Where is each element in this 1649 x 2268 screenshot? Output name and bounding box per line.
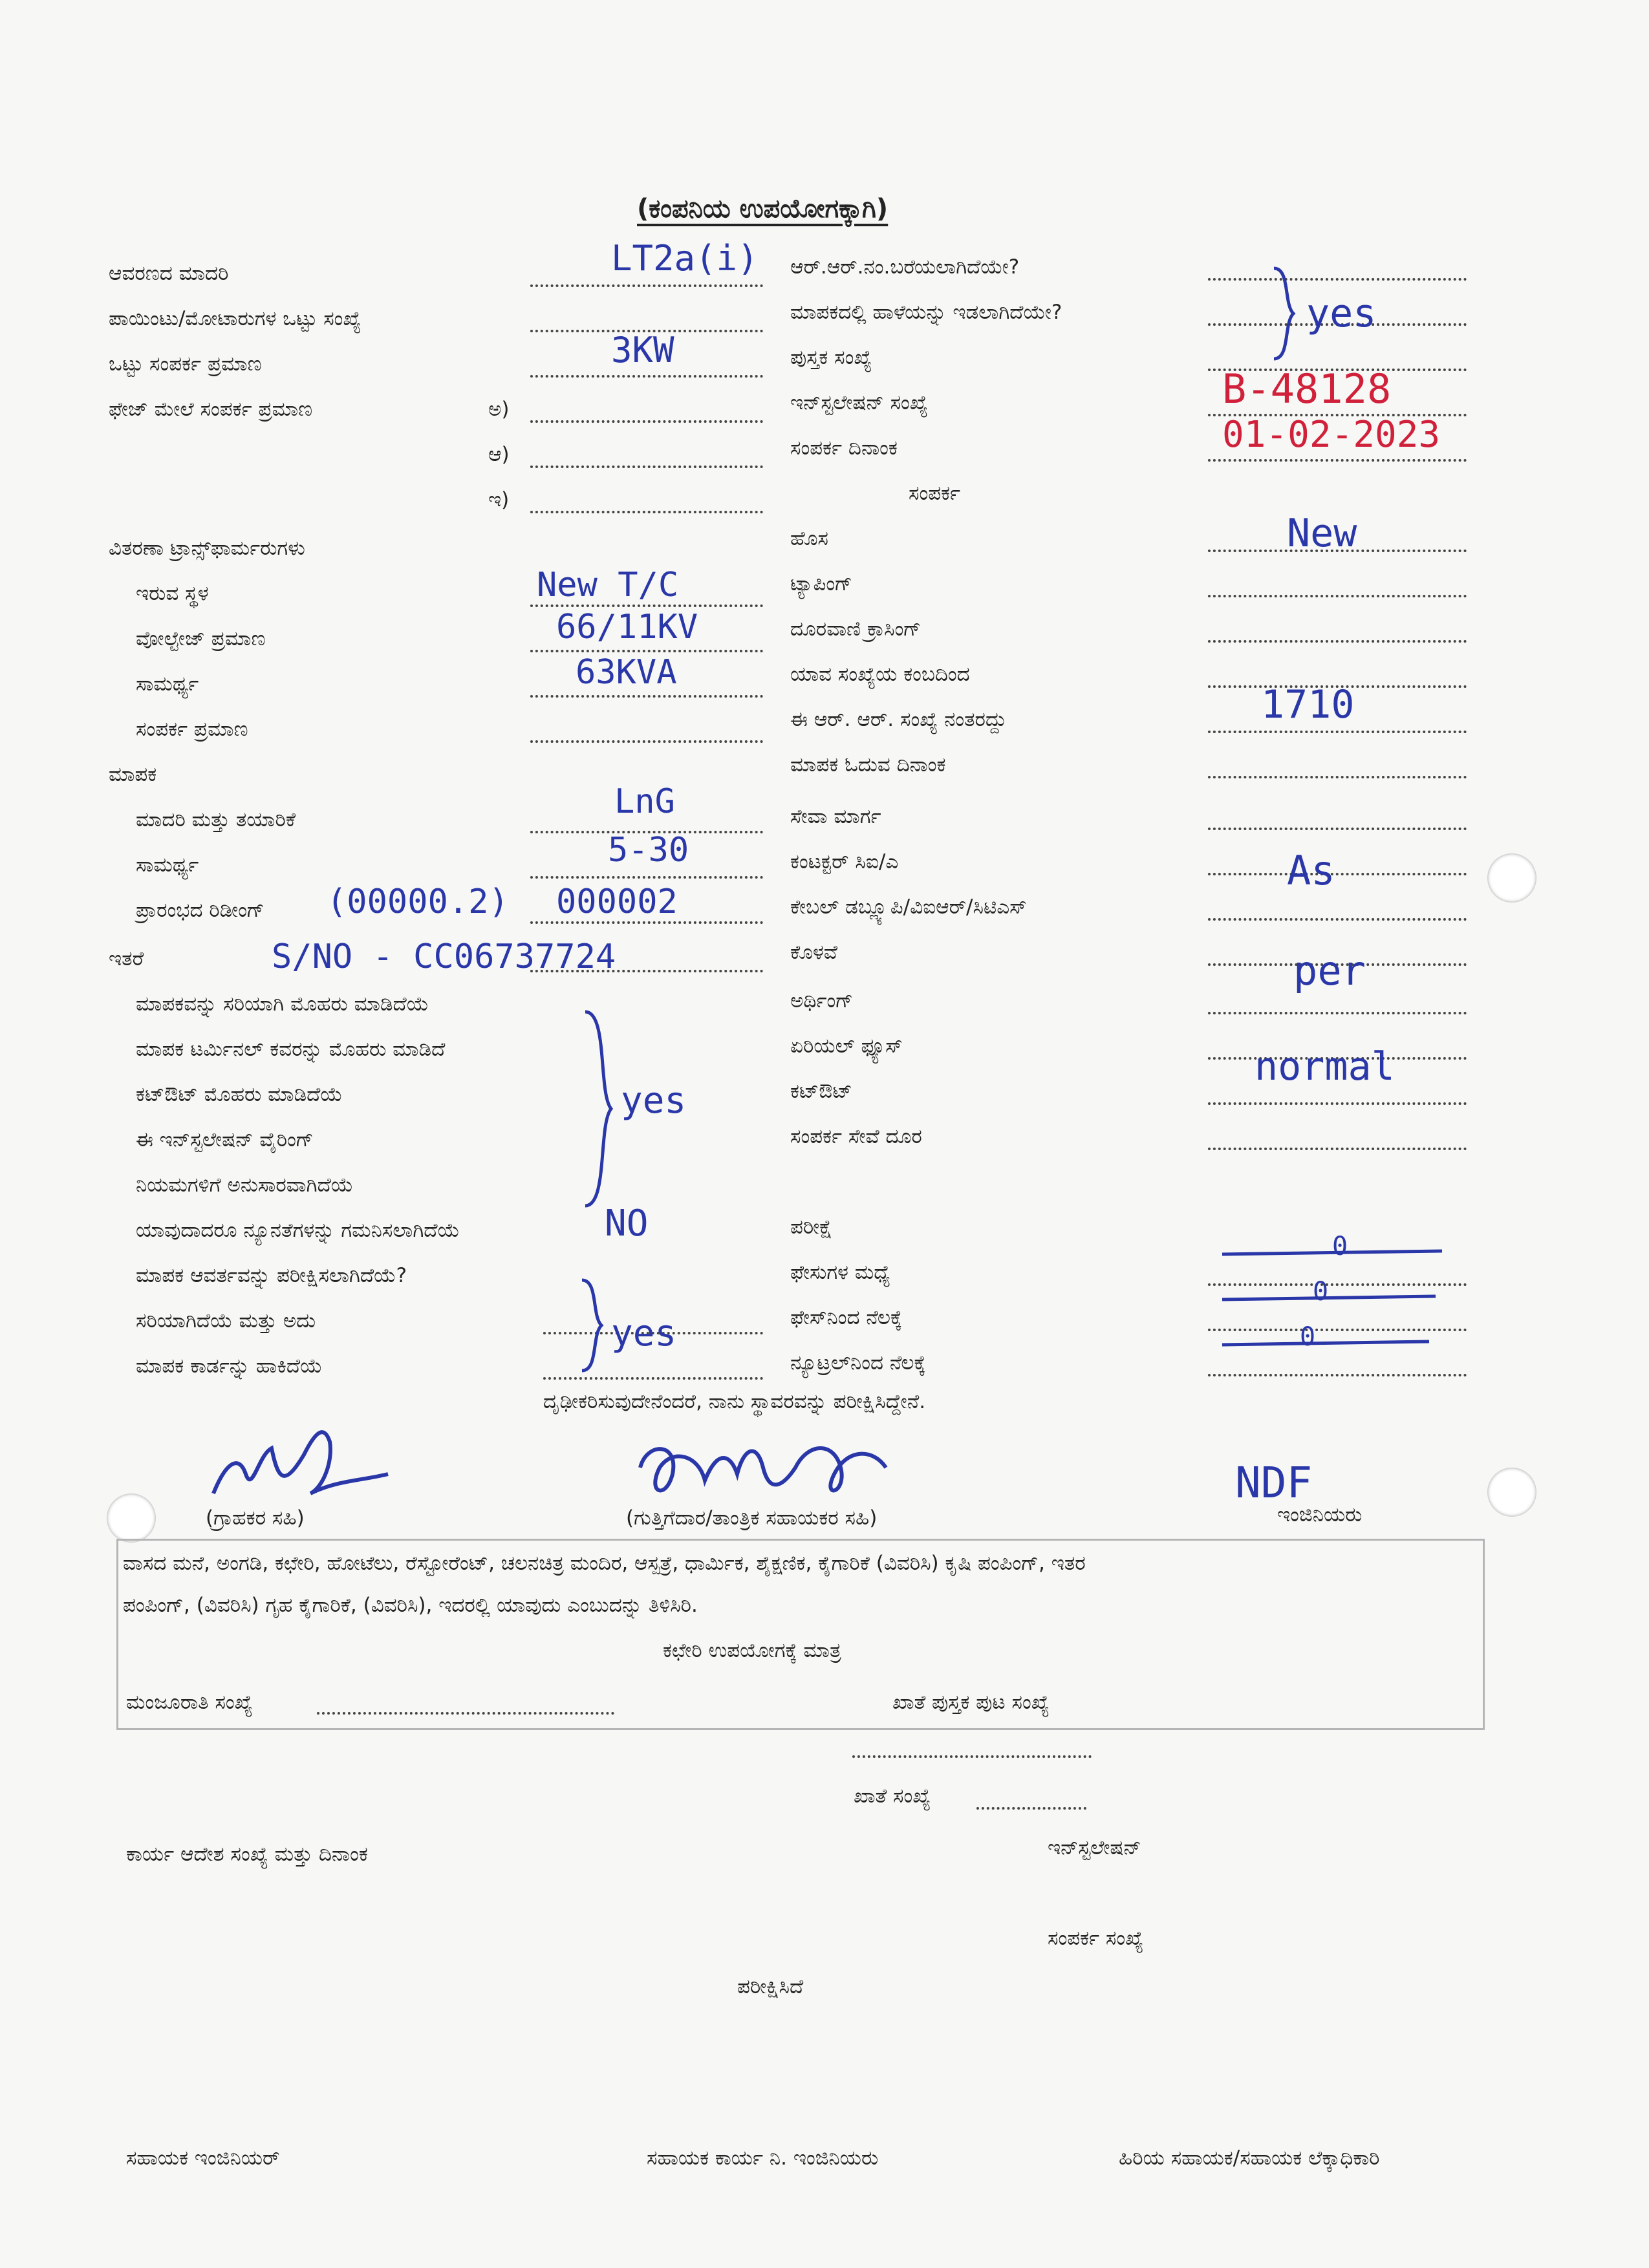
label-contractor: ಕಂಟಕ್ಟರ್ ಸಿಐ/ಎ <box>790 850 899 873</box>
line-meter-card <box>543 1377 763 1380</box>
label-book-no: ಪುಸ್ತಕ ಸಂಖ್ಯೆ <box>790 346 872 369</box>
hw-yes-low: yes <box>611 1312 677 1354</box>
usage-note-line2: ಪಂಪಿಂಗ್, (ವಿವರಿಸಿ) ಗೃಹ ಕೈಗಾರಿಕೆ, (ವಿವರಿಸಿ), ಇದರಲ್ಲಿ ಯಾವುದು ಎಂಬುದನ್ನು ತಿಳಿಸಿರಿ. <box>123 1594 698 1617</box>
label-conn-load: ಸಂಪರ್ಕ ಪ್ರಮಾಣ <box>136 718 248 741</box>
office-use-heading: ಕಛೇರಿ ಉಪಯೋಗಕ್ಕೆ ಮಾತ್ರ <box>663 1639 841 1662</box>
label-defects: ಯಾವುದಾದರೂ ನ್ಯೂನತೆಗಳನ್ನು ಗಮನಿಸಲಾಗಿದೆಯೆ <box>136 1219 460 1242</box>
hw-zero-2: 0 <box>1313 1277 1329 1307</box>
label-terminal-sealed: ಮಾಪಕ ಟರ್ಮಿನಲ್ ಕವರನ್ನು ಮೊಹರು ಮಾಡಿದೆ <box>136 1038 446 1061</box>
label-rr-written: ಆರ್.ಆರ್.ನಂ.ಬರೆಯಲಾಗಿದೆಯೇ? <box>790 255 1020 279</box>
label-others: ಇತರೆ <box>109 947 144 970</box>
hw-zero-3: 0 <box>1300 1322 1316 1352</box>
label-connection: ಸಂಪರ್ಕ <box>909 482 961 505</box>
label-cutout-sealed: ಕಟ್‌ಔಟ್ ಮೊಹರು ಮಾಡಿದೆಯೆ <box>136 1083 343 1106</box>
label-checked: ಪರೀಕ್ಷಿಸಿದೆ <box>737 1975 804 1998</box>
hw-no: NO <box>605 1203 649 1245</box>
label-as-per-rules: ನಿಯಮಗಳಿಗೆ ಅನುಸಾರವಾಗಿದೆಯೆ <box>136 1173 354 1197</box>
hw-new: New <box>1287 511 1357 556</box>
label-meter: ಮಾಪಕ <box>109 763 157 786</box>
hw-as: As <box>1287 847 1335 894</box>
label-work-order: ಕಾರ್ಯ ಆದೇಶ ಸಂಖ್ಯೆ ಮತ್ತು ದಿನಾಂಕ <box>126 1843 368 1866</box>
label-connection-no: ಸಂಪರ್ಕ ಸಂಖ್ಯೆ <box>1048 1927 1144 1950</box>
hw-make: LnG <box>614 782 675 821</box>
footer-asst-exec-engineer: ಸಹಾಯಕ ಕಾರ್ಯ ನಿ. ಇಂಜಿನಿಯರು <box>647 2146 879 2170</box>
label-capacity: ಸಾಮರ್ಥ್ಯ <box>136 672 199 696</box>
hw-tariff: LT2a(i) <box>611 238 759 279</box>
label-make-model: ಮಾದರಿ ಮತ್ತು ತಯಾರಿಕೆ <box>136 808 296 831</box>
label-pipe: ಕೊಳವೆ <box>790 941 837 964</box>
line-service-route <box>1208 828 1467 830</box>
hw-ndf: NDF <box>1235 1458 1313 1508</box>
footer-accounts-officer: ಹಿರಿಯ ಸಹಾಯಕ/ಸಹಾಯಕ ಲೆಕ್ಕಾಧಿಕಾರಿ <box>1119 2146 1380 2170</box>
punch-hole-mid <box>1487 1468 1536 1517</box>
label-tel-crossing: ದೂರವಾಣಿ ಕ್ರಾಸಿಂಗ್ <box>790 617 921 641</box>
line-phase-a <box>530 420 763 423</box>
line-meter-capacity <box>530 876 763 879</box>
hw-voltage: 66/11KV <box>556 608 698 647</box>
line-total-load <box>530 375 763 378</box>
label-tariff-type: ಆವರಣದ ಮಾದರಿ <box>109 262 229 285</box>
label-account-no: ಖಾತೆ ಸಂಖ್ಯೆ <box>854 1784 931 1808</box>
hw-initial-bracket: (00000.2) <box>327 883 509 921</box>
line-tapping <box>1208 595 1467 597</box>
label-ledger-page: ಖಾತೆ ಪುಸ್ತಕ ಪುಟ ಸಂಖ್ಯೆ <box>892 1691 1050 1714</box>
brace-mid-left <box>579 1009 618 1209</box>
label-reading-date: ಮಾಪಕ ಓದುವ ದಿನಾಂಕ <box>790 753 946 776</box>
label-between-phases: ಫೇಸುಗಳ ಮಧ್ಯೆ <box>790 1261 890 1284</box>
label-total-points: ಪಾಯಿಂಟು/ಮೋಟಾರುಗಳ ಒಟ್ಟು ಸಂಖ್ಯೆ <box>109 307 361 330</box>
line-tariff-type <box>530 284 763 287</box>
label-installation: ಇನ್‌ಸ್ಟಲೇಷನ್ <box>1048 1836 1141 1859</box>
line-phase-b <box>530 465 763 468</box>
hw-book-no: B-48128 <box>1222 365 1392 412</box>
label-initial-reading: ಪ್ರಾರಂಭದ ರಿಡೀಂಗ್ <box>136 899 264 922</box>
label-aerial-fuse: ಏರಿಯಲ್ ಫ್ಯೂಸ್ <box>790 1034 903 1058</box>
label-meter-card: ಮಾಪಕ ಕಾರ್ಡನ್ನು ಹಾಕಿದೆಯೆ <box>136 1354 323 1378</box>
hw-zero-1: 0 <box>1332 1232 1348 1261</box>
label-cable: ಕೇಬಲ್ ಡಬ್ಲ್ಯೂಪಿ/ವಿಐಆರ್/ಸಿಟಿಎಸ್ <box>790 895 1027 919</box>
label-installation-no: ಇನ್‌ಸ್ಟಲೇಷನ್ ಸಂಖ್ಯೆ <box>790 391 928 414</box>
label-after-rr: ಈ ಆರ್. ಆರ್. ಸಂಖ್ಯೆ ನಂತರದ್ದು <box>790 708 1007 731</box>
line-conn-date <box>1208 459 1467 462</box>
label-location: ಇರುವ ಸ್ಥಳ <box>136 582 209 605</box>
line-earthing <box>1208 1012 1467 1014</box>
hw-per: per <box>1293 947 1366 994</box>
label-voltage: ವೋಲ್ಟೇಜ್ ಪ್ರಮಾಣ <box>136 627 266 650</box>
label-phase-earth: ಫೇಸ್‌ನಿಂದ ನೆಲಕ್ಕೆ <box>790 1306 903 1329</box>
label-service-distance: ಸಂಪರ್ಕ ಸೇವೆ ದೂರ <box>790 1125 922 1148</box>
line-reading-date <box>1208 776 1467 778</box>
label-phase-b: ಆ) <box>488 443 510 466</box>
line-capacity <box>530 695 763 698</box>
form-title: (ಕಂಪನಿಯ ಉಪಯೋಗಕ್ಕಾಗಿ) <box>637 194 889 224</box>
label-pole-no: ಯಾವ ಸಂಖ್ಯೆಯ ಕಂಬದಿಂದ <box>790 663 970 686</box>
line-service-distance <box>1208 1148 1467 1150</box>
line-conn-load <box>530 740 763 743</box>
label-correct-and: ಸರಿಯಾಗಿದೆಯೆ ಮತ್ತು ಅದು <box>136 1309 316 1332</box>
label-service-route: ಸೇವಾ ಮಾರ್ಗ <box>790 805 881 828</box>
line-rr-written <box>1208 278 1467 281</box>
line-phase-c <box>530 511 763 513</box>
footer-asst-engineer: ಸಹಾಯಕ ಇಂಜಿನಿಯರ್ <box>126 2146 280 2170</box>
label-book-kept: ಮಾಪಕದಲ್ಲಿ ಹಾಳೆಯನ್ನು ಇಡಲಾಗಿದೆಯೇ? <box>790 301 1062 324</box>
hw-initial: 000002 <box>556 883 678 921</box>
hw-yes-mid: yes <box>621 1080 687 1122</box>
hw-conn-date: 01-02-2023 <box>1222 414 1441 456</box>
hw-capacity: 63KVA <box>576 653 677 692</box>
line-tel-crossing <box>1208 640 1467 643</box>
hw-yes-top: yes <box>1306 291 1377 336</box>
label-contractor-signature: (ಗುತ್ತಿಗೆದಾರ/ತಾಂತ್ರಿಕ ಸಹಾಯಕರ ಸಹಿ) <box>626 1506 878 1530</box>
label-earthing: ಅರ್ಥಿಂಗ್ <box>790 989 854 1012</box>
hw-load: 3KW <box>611 330 674 370</box>
label-new: ಹೊಸ <box>790 527 828 550</box>
label-phase-c: ಇ) <box>488 488 510 511</box>
contractor-signature <box>627 1429 899 1519</box>
brace-low-left <box>576 1277 608 1374</box>
label-engineer: ಇಂಜಿನಿಯರು <box>1277 1503 1363 1526</box>
line-cable <box>1208 918 1467 921</box>
label-tapping: ಟ್ಯಾಪಿಂಗ್ <box>790 572 852 595</box>
label-sanction-no: ಮಂಜೂರಾತಿ ಸಂಖ್ಯೆ <box>126 1691 253 1714</box>
line-after-rr <box>1208 731 1467 733</box>
brace-top-right <box>1267 265 1300 362</box>
label-meter-sealed: ಮಾಪಕವನ್ನು ಸರಿಯಾಗಿ ಮೊಹರು ಮಾಡಿದೆಯೆ <box>136 992 429 1016</box>
label-phase-a: ಅ) <box>488 398 510 421</box>
label-customer-signature: (ಗ್ರಾಹಕರ ಸಹಿ) <box>206 1506 305 1530</box>
label-cutout: ಕಟ್‌ಔಟ್ <box>790 1080 852 1103</box>
label-wiring: ಈ ಇನ್‌ಸ್ಟಲೇಷನ್ ವೈರಿಂಗ್ <box>136 1128 314 1151</box>
hw-normal: normal <box>1255 1044 1395 1089</box>
hw-new-tc: New T/C <box>537 566 679 604</box>
line-contractor <box>1208 873 1467 875</box>
usage-note-line1: ವಾಸದ ಮನೆ, ಅಂಗಡಿ, ಕಛೇರಿ, ಹೋಟೆಲು, ರೆಸ್ಟೋರೆಂಟ್, ಚಲನಚಿತ್ರ ಮಂದಿರ, ಆಸ್ಪತ್ರೆ, ಧಾರ್ಮಿಕ, ಶೈಕ್ಷಣಿಕ, ಕೈಗಾರಿಕೆ (ವಿವರಿಸಿ) ಕೃಷಿ ಪಂಪಿಂಗ್, ಇತರ <box>123 1552 1086 1575</box>
line-cutout <box>1208 1102 1467 1105</box>
label-test: ಪರೀಕ್ಷೆ <box>790 1215 833 1239</box>
customer-signature <box>200 1416 394 1519</box>
line-location <box>530 604 763 607</box>
label-total-load: ಒಟ್ಟು ಸಂಪರ್ಕ ಪ್ರಮಾಣ <box>109 352 262 376</box>
line-account-no <box>976 1807 1086 1810</box>
hw-serial: S/NO - CC06737724 <box>272 937 616 976</box>
certification-text: ದೃಢೀಕರಿಸುವುದೇನೆಂದರೆ, ನಾನು ಸ್ಥಾವರವನ್ನು ಪರೀಕ್ಷಿಸಿದ್ದೇನೆ. <box>543 1390 926 1413</box>
hw-meter-cap: 5-30 <box>608 831 689 870</box>
line-initial-reading <box>530 921 763 924</box>
label-dist-transformers: ವಿತರಣಾ ಟ್ರಾನ್ಸ್‌ಫಾರ್ಮರುಗಳು <box>109 537 305 560</box>
hw-pole: 1710 <box>1261 682 1355 727</box>
punch-hole-left <box>107 1493 156 1543</box>
punch-hole-top <box>1487 853 1536 903</box>
line-voltage <box>530 650 763 652</box>
label-rotation-tested: ಮಾಪಕ ಆವರ್ತವನ್ನು ಪರೀಕ್ಷಿಸಲಾಗಿದೆಯೆ? <box>136 1264 407 1287</box>
label-phase-load: ಫೇಜ್ ಮೇಲೆ ಸಂಪರ್ಕ ಪ್ರಮಾಣ <box>109 398 313 421</box>
line-neutral-earth <box>1208 1374 1467 1376</box>
label-neutral-earth: ನ್ಯೂಟ್ರಲ್‌ನಿಂದ ನೆಲಕ್ಕೆ <box>790 1351 926 1375</box>
label-conn-date: ಸಂಪರ್ಕ ದಿನಾಂಕ <box>790 436 898 460</box>
line-ledger-page <box>852 1755 1092 1758</box>
line-sanction-no <box>317 1712 614 1715</box>
label-meter-capacity: ಸಾಮರ್ಥ್ಯ <box>136 853 199 877</box>
